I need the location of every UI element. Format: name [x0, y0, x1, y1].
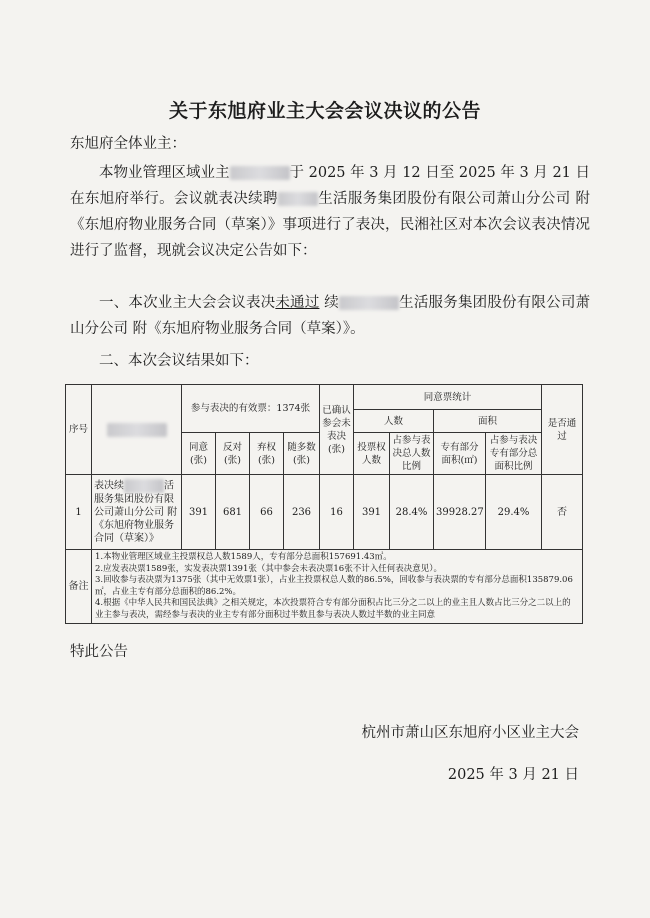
cell-confirmed: 16 [320, 475, 354, 550]
cell-area-ratio: 29.4% [486, 475, 542, 550]
cell-agree: 391 [182, 475, 216, 550]
header-area-value: 专有部分面积(㎡) [434, 433, 486, 475]
salutation: 东旭府全体业主： [70, 136, 186, 152]
notes-label: 备注 [66, 550, 92, 624]
subject-text-b: 活服务集团股份有限公司萧山分公司 附《东旭府物业服务合同（草案）》 [94, 480, 178, 544]
redacted-block [124, 479, 164, 493]
redacted-block [278, 192, 318, 206]
intro-text-3: 生活服务集团股份有限公司萧山分公司 附《东旭府物业服务合同（草案）》事项进行了表决，民湘社区对本次会议表决情况进行了监督，现就会议决定公告如下： [70, 191, 591, 259]
header-vote-count: 投票权人数 [354, 433, 390, 475]
intro-text-1: 本物业管理区域业主 [99, 165, 230, 181]
cell-vote-count: 391 [354, 475, 390, 550]
result-table [65, 384, 583, 624]
header-agree-stats: 同意票统计 [354, 385, 542, 410]
closing-text: 特此公告 [70, 644, 128, 660]
result-outcome: 未通过 [275, 295, 320, 311]
redacted-block [230, 166, 290, 180]
header-seq: 序号 [66, 385, 92, 475]
subject-text-a: 表决续 [94, 480, 124, 492]
header-people-ratio: 占参与表决总人数比例 [390, 433, 434, 475]
header-valid-votes: 参与表决的有效票：1374张 [182, 385, 320, 433]
header-area-ratio: 占参与表决专有部分总面积比例 [486, 433, 542, 475]
header-people: 人数 [354, 410, 434, 433]
paragraph-result-2: 二、本次会议结果如下： [99, 353, 259, 369]
cell-seq: 1 [66, 475, 92, 550]
paragraph-result-1 [70, 290, 590, 342]
cell-oppose: 681 [216, 475, 250, 550]
signer: 杭州市萧山区东旭府小区业主大会 [361, 725, 579, 741]
header-oppose: 反对(张) [216, 433, 250, 475]
header-abstain: 弃权(张) [250, 433, 284, 475]
header-confirmed: 已确认参会未表决(张) [320, 385, 354, 475]
notice-title: 关于东旭府业主大会会议决议的公告 [168, 100, 481, 122]
redacted-block [107, 423, 167, 437]
cell-subject [92, 475, 182, 550]
header-pass: 是否通过 [542, 385, 583, 475]
table-row [66, 475, 583, 550]
cell-majority: 236 [284, 475, 320, 550]
notes-row [66, 550, 583, 624]
notes-content [92, 550, 583, 624]
note-item: 3.回收参与表决票为1375张（其中无效票1张），占业主投票权总人数的86.5%，回收参与表决票的专有部分总面积135879.06㎡，占业主专有部分总面积的86.2%。 [95, 575, 573, 597]
result-text-1: 一、本次业主大会会议表决 [99, 295, 276, 311]
result-text-4: 生活服务集团股份有限公司萧山分公司 附《东旭府物业服务合同（草案）》。 [70, 295, 591, 337]
cell-people-ratio: 28.4% [390, 475, 434, 550]
note-item: 4.根据《中华人民共和国民法典》之相关规定，本次投票符合专有部分面积占比三分之二以上的业主且人数占比三分之二以上的业主参与表决，需经参与表决的业主专有部分面积过半数且参与表决人数过半数的业主同意 [95, 598, 571, 620]
result-text-3: 续 [324, 295, 339, 311]
redacted-block [339, 296, 399, 310]
note-item: 2.应发表决票1589张，实发表决票1391张（其中参会未表决票16张不计入任何表决意见）。 [95, 563, 442, 574]
cell-area-value: 39928.27 [434, 475, 486, 550]
notice-date: 2025 年 3 月 21 日 [447, 767, 579, 783]
header-majority: 随多数(张) [284, 433, 320, 475]
cell-abstain: 66 [250, 475, 284, 550]
intro-text-2: 于 2025 年 3 月 12 日至 2025 年 3 月 21 日在东旭府举行。会议就表决续聘 [70, 165, 591, 207]
note-item: 1.本物业管理区域业主投票权总人数1589人，专有部分总面积157691.43㎡。 [95, 552, 392, 562]
header-subject [92, 385, 182, 475]
header-agree: 同意(张) [182, 433, 216, 475]
cell-pass: 否 [542, 475, 583, 550]
paragraph-intro [70, 160, 590, 264]
header-area: 面积 [434, 410, 542, 433]
